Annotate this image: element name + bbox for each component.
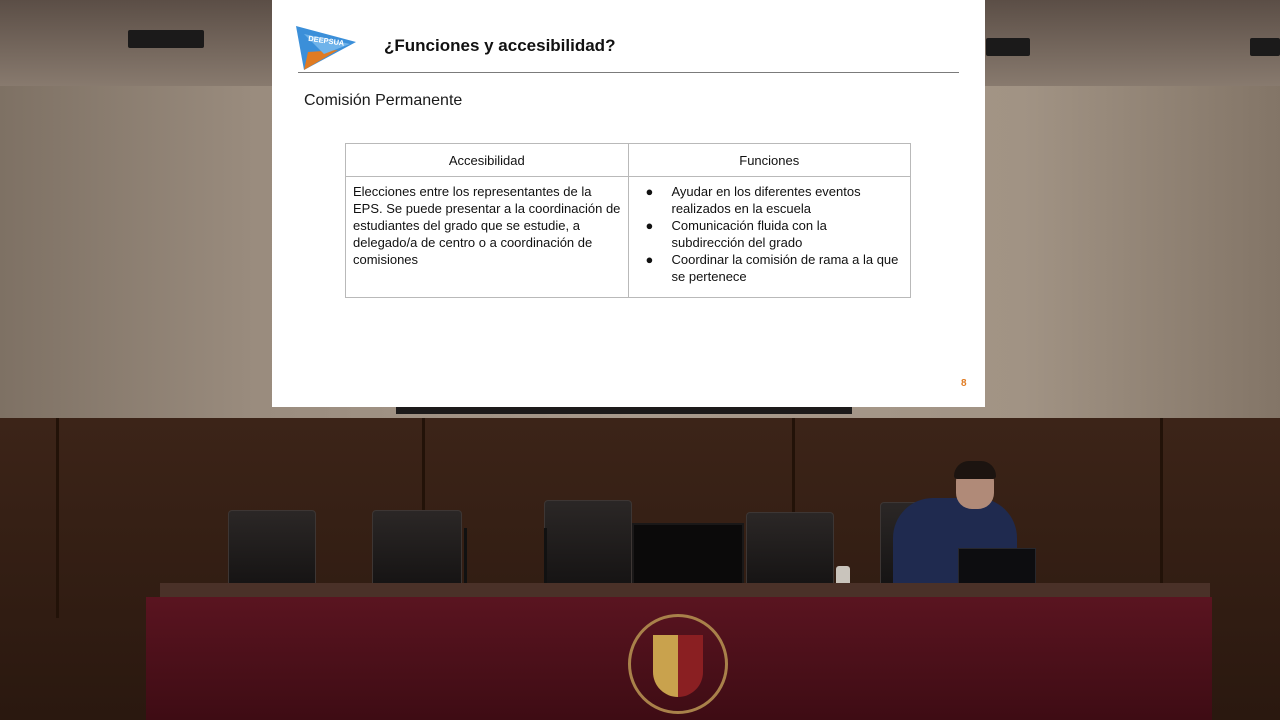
- university-seal-icon: [628, 614, 728, 714]
- list-item: [645, 183, 904, 217]
- presentation-slide: [272, 0, 985, 407]
- bullet-icon: ●: [645, 184, 654, 199]
- screen-bottom-bar: [396, 406, 852, 414]
- svg-text:DEEPSUA: DEEPSUA: [307, 33, 345, 48]
- info-table: [345, 143, 911, 298]
- list-item-text: Ayudar en los diferentes eventos realizados en la escuela: [671, 184, 861, 216]
- list-item: [645, 251, 904, 285]
- chair: [228, 510, 316, 588]
- page-number: 8: [961, 378, 967, 389]
- presenter-hair: [954, 461, 996, 479]
- funciones-list: [636, 183, 904, 285]
- bullet-icon: ●: [645, 218, 654, 233]
- slide-subtitle: Comisión Permanente: [304, 92, 463, 109]
- title-divider: [298, 72, 959, 73]
- slide-title: ¿Funciones y accesibilidad?: [384, 36, 616, 55]
- bullet-icon: ●: [645, 252, 654, 267]
- header-accesibilidad: Accesibilidad: [346, 144, 629, 177]
- projector-right: [986, 38, 1030, 56]
- table-row: [346, 177, 911, 298]
- accesibilidad-cell: Elecciones entre los representantes de la EPS. Se puede presentar a la coordinación de estudiantes del grado que se estudie, a delegado/a de centro o a coordinación de comisiones: [346, 177, 629, 298]
- header-funciones: Funciones: [628, 144, 911, 177]
- wood-panel-seam: [56, 418, 59, 618]
- deepsua-logo-icon: [294, 24, 358, 72]
- list-item-text: Comunicación fluida con la subdirección del grado: [671, 218, 827, 250]
- projector-left: [128, 30, 204, 48]
- chair: [746, 512, 834, 588]
- list-item-text: Coordinar la comisión de rama a la que se pertenece: [671, 252, 899, 284]
- chair: [544, 500, 632, 588]
- desk-monitor: [632, 523, 744, 591]
- table-header-row: [346, 144, 911, 177]
- list-item: [645, 217, 904, 251]
- projector-far-right: [1250, 38, 1280, 56]
- chair: [372, 510, 462, 588]
- funciones-cell: [628, 177, 911, 298]
